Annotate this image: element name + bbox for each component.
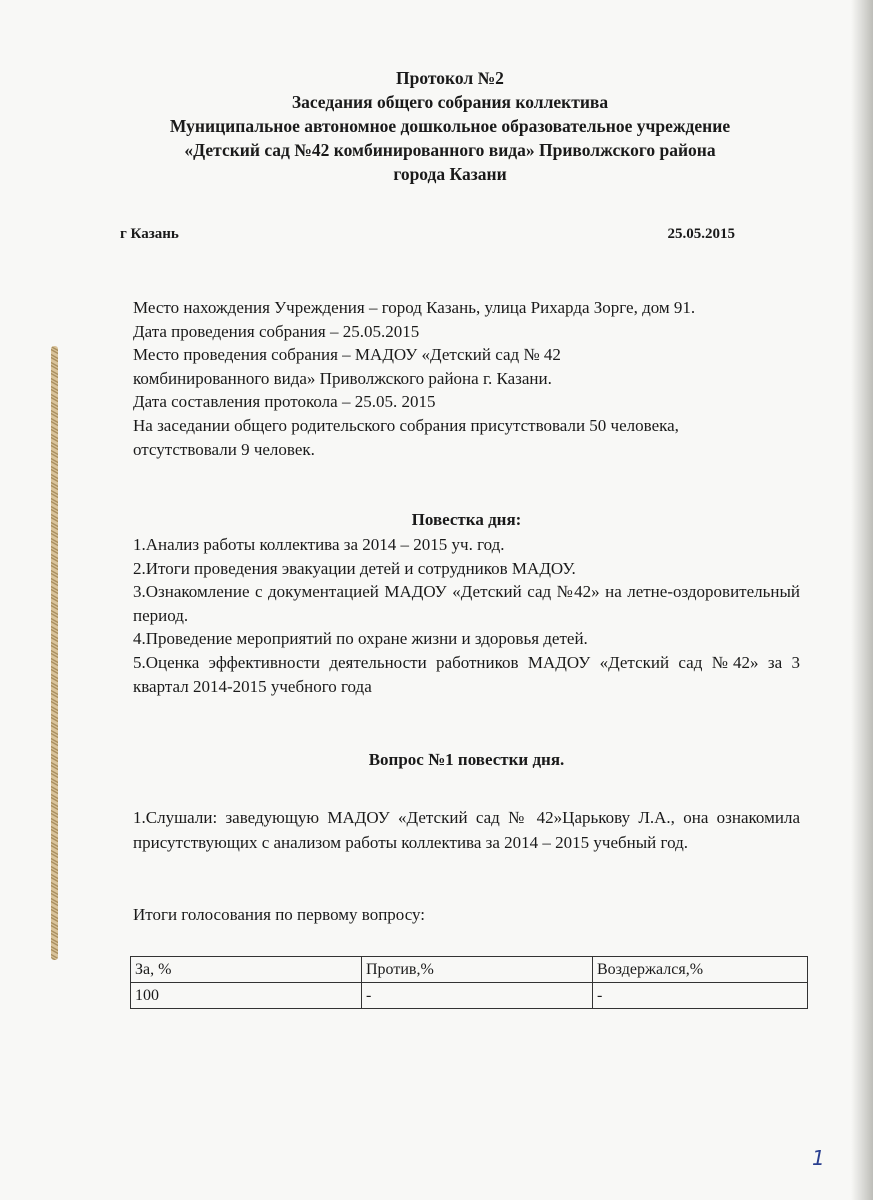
institution-line-2: «Детский сад №42 комбинированного вида» Приволжского района [184,140,716,160]
binding-thread-icon [50,346,59,960]
agenda-item: 3.Ознакомление с документацией МАДОУ «Детский сад №42» на летне-оздоровительный период. [133,582,800,625]
city-label: г Казань [120,226,179,242]
document-date: 25.05.2015 [667,226,735,242]
vote-caption: Итоги голосования по первому вопросу: [133,905,426,924]
agenda-title-text: Повестка дня [411,510,516,529]
question-1-heard: 1.Слушали: заведующую МАДОУ «Детский сад № 42»Царькову Л.А., она ознакомила присутствующих с анализом работы коллектива за 2014 – 2015 учебный год. [133,808,800,852]
agenda-title [133,510,800,530]
institution-line-1: Муниципальное автономное дошкольное образовательное учреждение [169,116,731,136]
question-1-title: Вопрос №1 повестки дня. [368,750,565,769]
page-edge-shadow [851,0,873,1200]
attendance-line-2: отсутствовали 9 человек. [133,439,315,459]
table-row [131,983,808,1009]
agenda-item: 1.Анализ работы коллектива за 2014 – 2015 уч. год. [133,535,505,554]
header-for: За, % [131,957,362,983]
cell-against: - [362,983,593,1009]
page-number: 1 [812,1146,825,1170]
agenda-item: 5.Оценка эффективности деятельности работников МАДОУ «Детский сад №42» за 3 квартал 2014-2015 учебного года [133,652,800,696]
agenda-item: 2.Итоги проведения эвакуации детей и сотрудников МАДОУ. [133,558,576,578]
venue-line-1: Место проведения собрания – МАДОУ «Детский сад № 42 [133,345,561,365]
agenda-title-colon: : [515,510,522,529]
protocol-date-line: Дата составления протокола – 25.05. 2015 [133,392,436,412]
protocol-title: Протокол №2 [396,68,504,88]
location-line: Место нахождения Учреждения – город Казань, улица Рихарда Зорге, дом 91. [133,298,696,317]
header-against: Против,% [362,957,593,983]
institution-line-3: города Казани [393,164,507,184]
cell-for: 100 [131,983,362,1009]
header-abstained: Воздержался,% [593,957,808,983]
document-header [100,66,800,186]
meeting-date-line: Дата проведения собрания – 25.05.2015 [133,321,420,341]
table-header-row [131,957,808,983]
agenda-item: 4.Проведение мероприятий по охране жизни и здоровья детей. [133,629,588,649]
attendance-line-1: На заседании общего родительского собрания присутствовали 50 человека, [133,415,679,435]
meeting-title: Заседания общего собрания коллектива [291,92,609,112]
meeting-info [133,296,813,461]
agenda-list [133,533,800,698]
cell-abstained: - [593,983,808,1009]
venue-line-2: комбинированного вида» Приволжского района г. Казани. [133,368,552,388]
vote-results-table [130,956,808,1009]
